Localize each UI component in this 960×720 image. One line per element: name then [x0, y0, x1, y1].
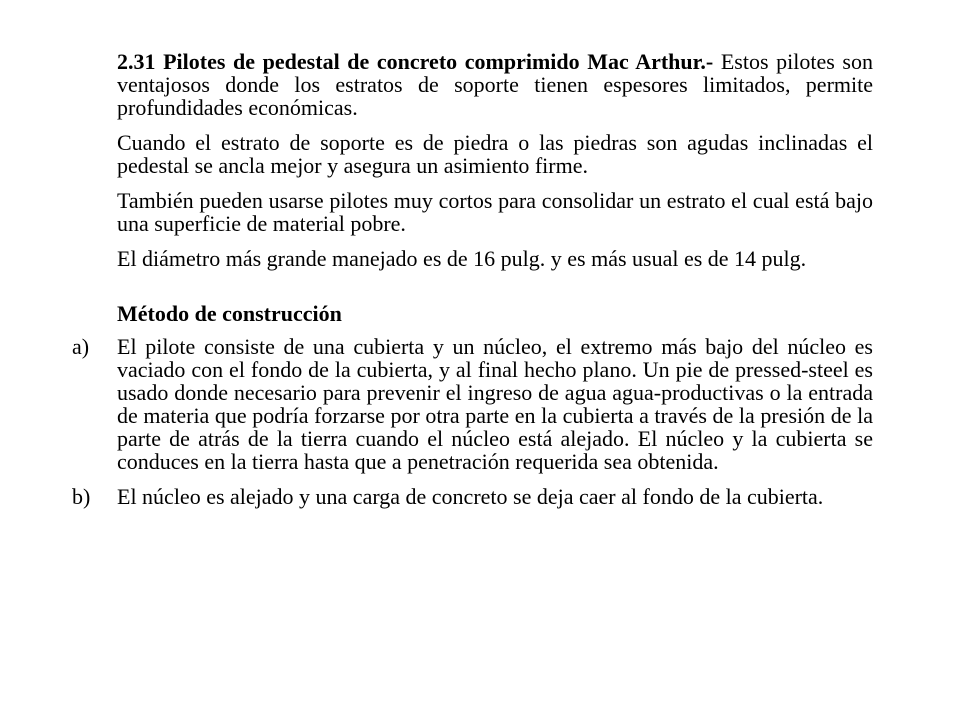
text-body [72, 49, 873, 520]
list-item-b [72, 484, 873, 509]
paragraph-3: También pueden usarse pilotes muy cortos para consolidar un estrato el cual está bajo una superficie de material pobre. [117, 188, 873, 236]
list-text-a: El pilote consiste de una cubierta y un núcleo, el extremo más bajo del núcleo es vaciado con el fondo de la cubierta, y al final hecho plano. Un pie de pressed-steel es usado donde necesario para prevenir el ingreso de agua agua-productivas o la entrada de materia que podría forzarse por otra parte en la cubierta a través de la presión de la parte de atrás de la tierra cuando el núcleo está alejado. El núcleo y la cubierta se conduces en la tierra hasta que a penetración requerida sea obtenida. [117, 334, 873, 474]
list-item-a [72, 334, 873, 474]
paragraph-1: Estos pilotes son ventajosos donde los estratos de soporte tienen espesores limitados, permite profundidades económicas. [117, 49, 873, 120]
paragraph-2: Cuando el estrato de soporte es de piedra o las piedras son agudas inclinadas el pedestal se ancla mejor y asegura un asimiento firme. [117, 130, 873, 178]
method-heading: Método de construcción [117, 301, 342, 326]
list-text-b: El núcleo es alejado y una carga de concreto se deja caer al fondo de la cubierta. [117, 484, 824, 509]
paragraph-4: El diámetro más grande manejado es de 16 pulg. y es más usual es de 14 pulg. [117, 246, 807, 271]
list-marker-a: a) [72, 334, 90, 359]
list-marker-b: b) [72, 484, 91, 509]
section-title: 2.31 Pilotes de pedestal de concreto comprimido Mac Arthur.- [117, 49, 714, 74]
intro-paragraph [117, 50, 873, 119]
